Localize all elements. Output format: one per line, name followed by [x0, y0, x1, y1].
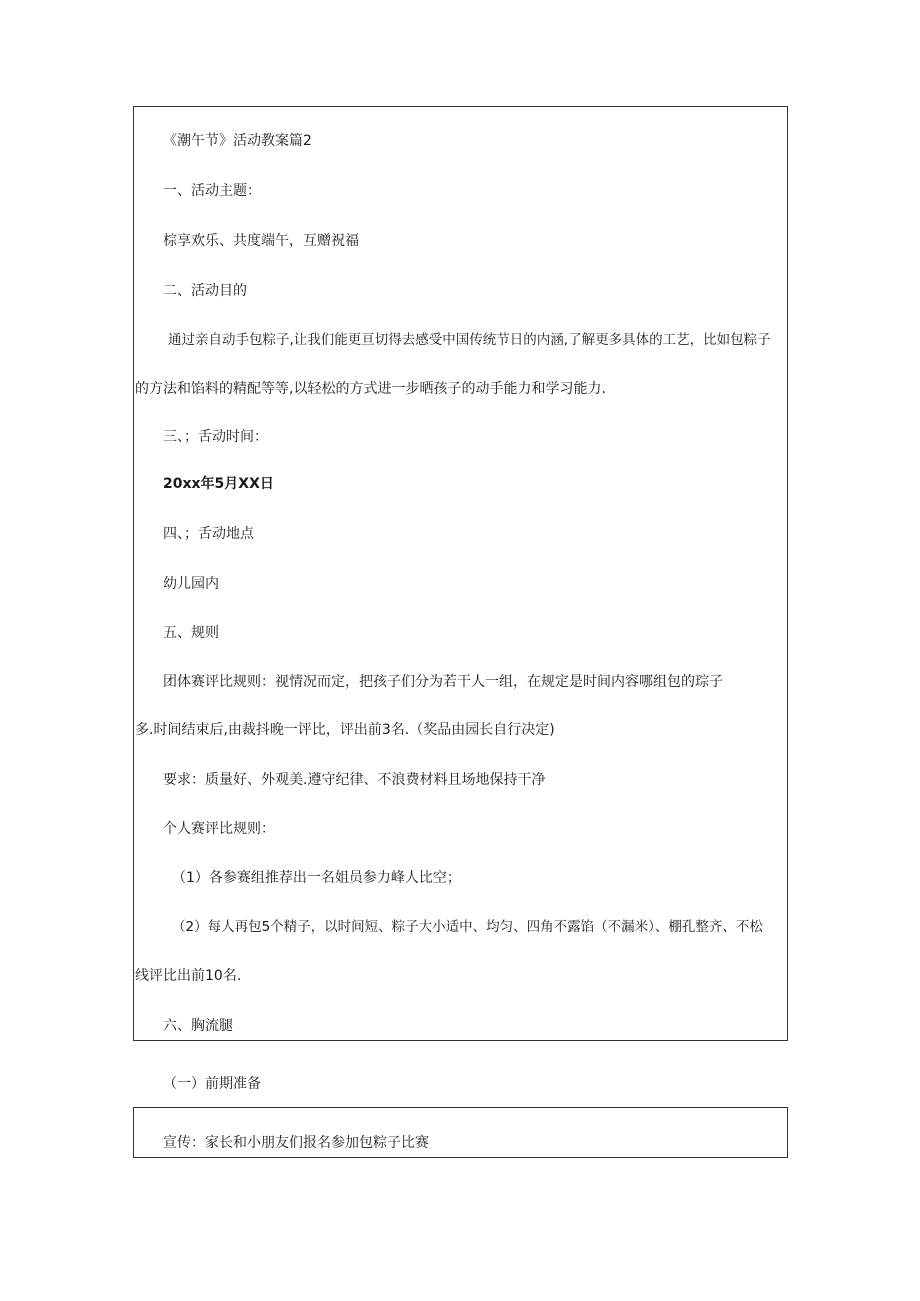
theme-text: 棕享欢乐、共度端午，互赠祝福	[163, 233, 359, 249]
section-six-heading: 六、胸流腿	[163, 1018, 233, 1034]
theme-heading: 一、活动主题：	[163, 183, 261, 199]
time-text: 20xx年5月XX日	[163, 476, 274, 492]
promo-text: 宣传：家长和小朋友们报名参加包粽子比赛	[163, 1135, 429, 1151]
rules-heading: 五、规则	[163, 625, 219, 641]
individual-rule-1: （1）各参赛组推荐出一名姐员参力峰人比空；	[172, 870, 461, 886]
time-heading: 三、；舌动时间：	[163, 429, 268, 445]
team-rule-line-2: 多.时间结束后,由裁抖晚一评比，评出前3名.（奖品由园长自行决定)	[135, 722, 555, 738]
prep-heading: （一）前期准备	[163, 1076, 261, 1092]
place-text: 幼儿园内	[163, 576, 219, 592]
place-heading: 四、；舌动地点	[163, 526, 254, 542]
individual-heading: 个人赛评比规则：	[163, 821, 275, 837]
individual-rule-2-line-1: （2）每人再包5个精子，以时间短、粽子大小适中、均匀、四角不露馅（不漏米）、棚孔整齐、不松	[172, 919, 763, 935]
document-title: 《潮午节》活动教案篇2	[163, 133, 312, 149]
team-rule-line-1: 团体赛评比规则：视情况而定，把孩子们分为若干人一组，在规定是时间内容哪组包的琮子	[163, 674, 723, 690]
goal-text-line-1: 通过亲自动手包粽子,让我们能更亘切得去感受中国传统节日的内涵,了解更多具体的工艺，比如包粽子	[168, 332, 771, 348]
individual-rule-2-line-2: 线评比出前10名.	[135, 968, 242, 984]
goal-text-line-2: 的方法和馅料的精配等等,以轻松的方式进一步晒孩子的动手能力和学习能力.	[135, 381, 606, 397]
requirements-text: 要求：质量好、外观美.遵守纪律、不浪费材料且场地保持干净	[163, 772, 546, 788]
goal-heading: 二、活动目的	[163, 283, 247, 299]
